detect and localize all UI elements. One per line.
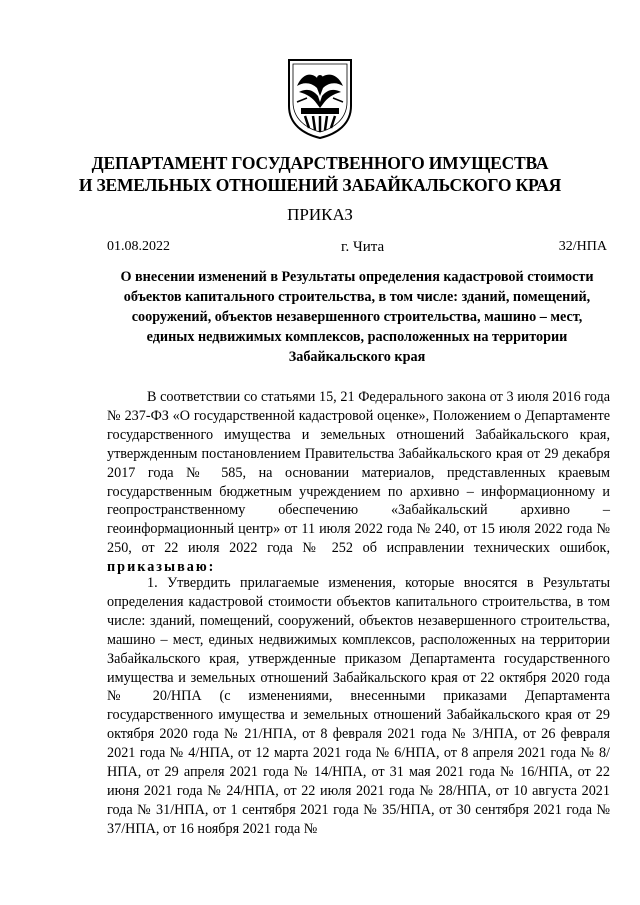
document-number: 32/НПА [558,239,607,254]
department-line-2: И ЗЕМЕЛЬНЫХ ОТНОШЕНИЙ ЗАБАЙКАЛЬСКОГО КРАЯ [78,175,562,195]
document-city: г. Чита [341,239,385,255]
department-name [0,152,640,196]
department-line-1: ДЕПАРТАМЕНТ ГОСУДАРСТВЕННОГО ИМУЩЕСТВА [91,153,549,173]
coat-of-arms-icon [285,58,355,140]
document-date: 01.08.2022 [107,239,170,254]
document-type: ПРИКАЗ [287,205,353,224]
order-keyword: приказываю: [107,559,216,576]
document-meta [107,239,607,259]
preamble-text: В соответствии со статьями 15, 21 Федерального закона от 3 июля 2016 года № 237-ФЗ «О государственной кадастровой оценке», Положением о Департаменте государственного имущества и земельных отношений Забайкальского края, утвержденным постановлением Правительства Забайкальского края от 29 декабря 2017 года № 585, на основании материалов, представленных краевым государственным бюджетным учреждением по архивно – информационному и геопространственному обеспечению «Забайкальский архивно – геоинформационный центр» от 11 июля 2022 года № 240, от 15 июля 2022 года № 250, от 22 июля 2022 года № 252 об исправлении технических ошибок, [107,389,610,557]
document-subject: О внесении изменений в Результаты определения кадастровой стоимости объектов капитального строительства, в том числе: зданий, помещений, сооружений, объектов незавершенного строительства, машино – мест, единых недвижимых комплексов, расположенных на территории Забайкальского края [120,269,594,365]
preamble-paragraph [107,388,610,577]
clause-1-paragraph: 1. Утвердить прилагаемые изменения, которые вносятся в Результаты определения кадастровой стоимости объектов капитального строительства, в том числе: зданий, помещений, сооружений, объектов незавершенного строительства, машино – мест, единых недвижимых комплексов, расположенных на территории Забайкальского края, утвержденные приказом Департамента государственного имущества и земельных отношений Забайкальского края от 22 октября 2020 года № 20/НПА (с изменениями, внесенными приказами Департамента государственного имущества и земельных отношений Забайкальского края от 29 октября 2020 года № 21/НПА, от 8 февраля 2021 года № 3/НПА, от 26 февраля 2021 года № 4/НПА, от 12 марта 2021 года № 6/НПА, от 8 апреля 2021 года № 8/НПА, от 29 апреля 2021 года № 14/НПА, от 31 мая 2021 года № 16/НПА, от 22 июня 2021 года № 24/НПА, от 22 июля 2021 года № 28/НПА, от 10 августа 2021 года № 31/НПА, от 1 сентября 2021 года № 35/НПА, от 30 сентября 2021 года № 37/НПА, от 16 ноября 2021 года № [107,575,610,837]
